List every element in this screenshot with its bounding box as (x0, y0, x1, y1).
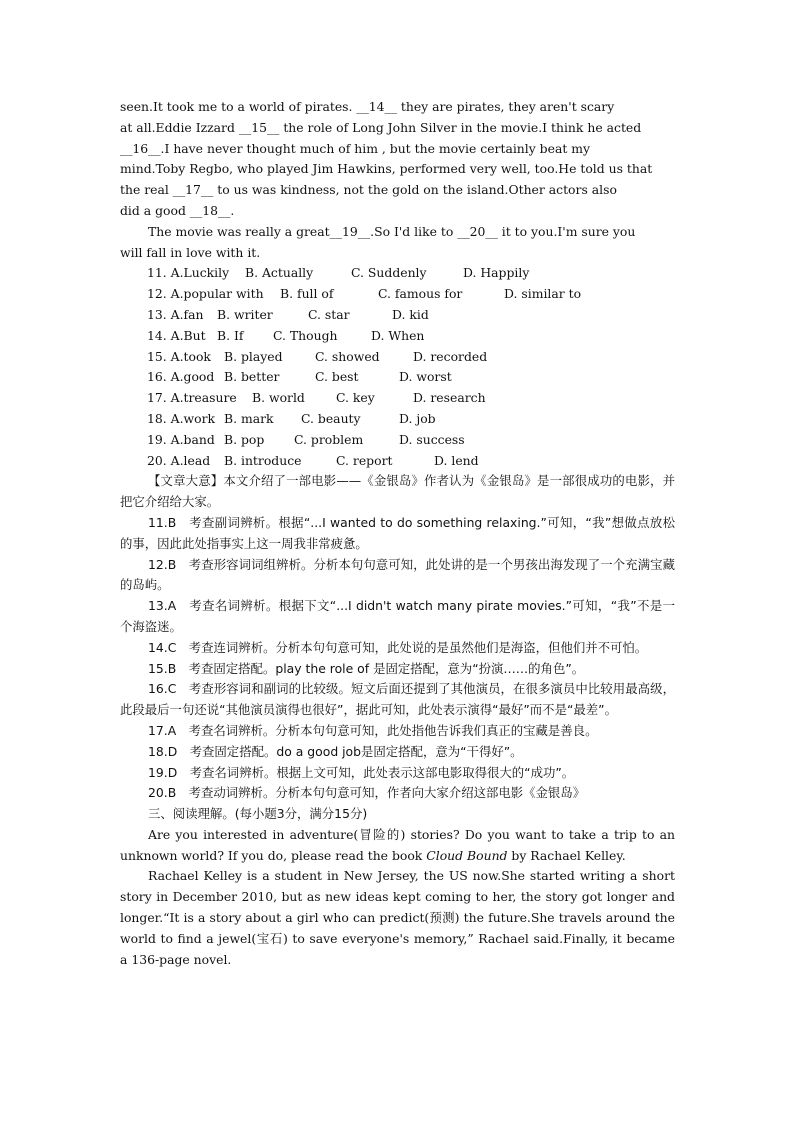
option-row-18 (147, 409, 675, 430)
passage-line: at all.Eddie Izzard __15__ the role of Long John Silver in the movie.I think he acted (120, 119, 642, 135)
option-b: B. full of (280, 286, 334, 302)
option-d: D. job (399, 410, 436, 426)
explanation-19: 19.D 考查名词辨析。根据上文可知，此处表示这部电影取得很大的“成功”。 (148, 764, 575, 780)
passage-paragraph-1 (120, 97, 675, 222)
option-row-20 (147, 451, 675, 472)
option-a: 13. A.fan (147, 306, 204, 322)
passage-line: mind.Toby Regbo, who played Jim Hawkins, performed very well, too.He told us that (120, 161, 653, 177)
option-row-15 (147, 347, 675, 368)
option-b: B. mark (224, 410, 274, 426)
option-b: B. pop (224, 431, 265, 447)
option-d: D. When (371, 327, 425, 343)
options-list (120, 263, 675, 471)
option-c: C. problem (294, 431, 364, 447)
reading-paragraph-1 (120, 825, 675, 867)
option-a: 15. A.took (147, 348, 211, 364)
passage-paragraph-2 (120, 222, 675, 264)
article-summary: 【文章大意】本文介绍了一部电影——《金银岛》作者认为《金银岛》是一部很成功的电影，并把它介绍给大家。 (120, 473, 675, 510)
explanation-20: 20.B 考查动词辨析。分析本句句意可知，作者向大家介绍这部电影《金银岛》 (148, 785, 586, 801)
passage-line: __16__.I have never thought much of him , but the movie certainly beat my (120, 140, 591, 156)
passage-line: did a good __18__. (120, 202, 235, 218)
answer-explanations (120, 513, 675, 804)
reading-paragraph-2: Rachael Kelley is a student in New Jersey, the US now.She started writing a short story in December 2010, but as new ideas kept coming to her, the story got longer and longer.“It is a story about a girl who can predict(预测) the future.She travels around the world to find a jewel(宝石) to save everyone's memory,” Rachael said.Finally, it became a 136-page novel. (120, 868, 675, 967)
option-c: C. famous for (378, 286, 463, 302)
option-c: C. best (315, 369, 359, 385)
option-a: 17. A.treasure (147, 390, 237, 406)
option-c: C. beauty (301, 410, 361, 426)
explanation-17: 17.A 考查名词辨析。分析本句句意可知，此处指他告诉我们真正的宝藏是善良。 (148, 722, 598, 738)
option-d: D. similar to (504, 286, 582, 302)
explanation-18: 18.D 考查固定搭配。do a good job是固定搭配，意为“干得好”。 (148, 743, 523, 759)
option-d: D. kid (392, 306, 429, 322)
option-a: 16. A.good (147, 369, 215, 385)
option-d: D. research (413, 390, 486, 406)
explanation-13: 13.A 考查名词辨析。根据下文“...I didn't watch many pirate movies.”可知，“我”不是一个海盗迷。 (120, 598, 675, 634)
option-b: B. writer (217, 306, 273, 322)
option-row-13 (147, 305, 675, 326)
option-a: 11. A.Luckily (147, 265, 230, 281)
option-b: B. introduce (224, 452, 302, 468)
passage-line: will fall in love with it. (120, 244, 261, 260)
option-row-19 (147, 430, 675, 451)
passage-line: the real __17__ to us was kindness, not the gold on the island.Other actors also (120, 182, 617, 198)
option-a: 12. A.popular with (147, 286, 264, 302)
option-c: C. showed (315, 348, 380, 364)
document-page (120, 97, 675, 970)
option-row-11 (147, 263, 675, 284)
option-row-14 (147, 326, 675, 347)
explanation-16: 16.C 考查形容词和副词的比较级。短文后面还提到了其他演员，在很多演员中比较用最高级，此段最后一句还说“其他演员演得也很好”，据此可知，此处表示演得“最好”而不是“最差”。 (120, 681, 675, 718)
option-d: D. Happily (463, 265, 530, 281)
option-b: B. Actually (245, 265, 314, 281)
section-title: 三、阅读理解。(每小题3分，满分15分) (148, 806, 368, 822)
option-row-12 (147, 284, 675, 305)
book-title: Cloud Bound (426, 847, 508, 863)
passage-line: seen.It took me to a world of pirates. __14__ they are pirates, they aren't scary (120, 99, 615, 114)
option-a: 20. A.lead (147, 452, 211, 468)
explanation-15: 15.B 考查固定搭配。play the role of 是固定搭配，意为“扮演……的角色”。 (148, 660, 585, 676)
option-a: 18. A.work (147, 410, 216, 426)
option-b: B. played (224, 348, 283, 364)
option-c: C. report (336, 452, 393, 468)
option-c: C. star (308, 306, 350, 322)
passage-line: The movie was really a great__19__.So I'd like to __20__ it to you.I'm sure you (148, 223, 636, 239)
option-row-17 (147, 388, 675, 409)
option-c: C. Though (273, 327, 338, 343)
option-d: D. lend (434, 452, 479, 468)
option-b: B. better (224, 369, 280, 385)
option-row-16 (147, 367, 675, 388)
option-b: B. world (252, 390, 305, 406)
option-d: D. recorded (413, 348, 488, 364)
reading-text: Are you interested in adventure(冒险的) stories? Do you want to take a trip to an unknown world? If you do, please read the book (120, 826, 675, 863)
option-d: D. worst (399, 369, 452, 385)
option-c: C. key (336, 390, 375, 406)
option-a: 14. A.But (147, 327, 206, 343)
explanation-14: 14.C 考查连词辨析。分析本句句意可知，此处说的是虽然他们是海盗，但他们并不可怕。 (148, 639, 648, 655)
explanation-12: 12.B 考查形容词词组辨析。分析本句句意可知，此处讲的是一个男孩出海发现了一个充满宝藏的岛屿。 (120, 556, 675, 593)
reading-text: by Rachael Kelley. (507, 847, 626, 863)
option-b: B. If (217, 327, 244, 343)
option-d: D. success (399, 431, 465, 447)
option-a: 19. A.band (147, 431, 215, 447)
explanation-11: 11.B 考查副词辨析。根据“...I wanted to do something relaxing.”可知，“我”想做点放松的事，因此此处指事实上这一周我非常疲惫。 (120, 514, 675, 551)
option-c: C. Suddenly (351, 265, 427, 281)
